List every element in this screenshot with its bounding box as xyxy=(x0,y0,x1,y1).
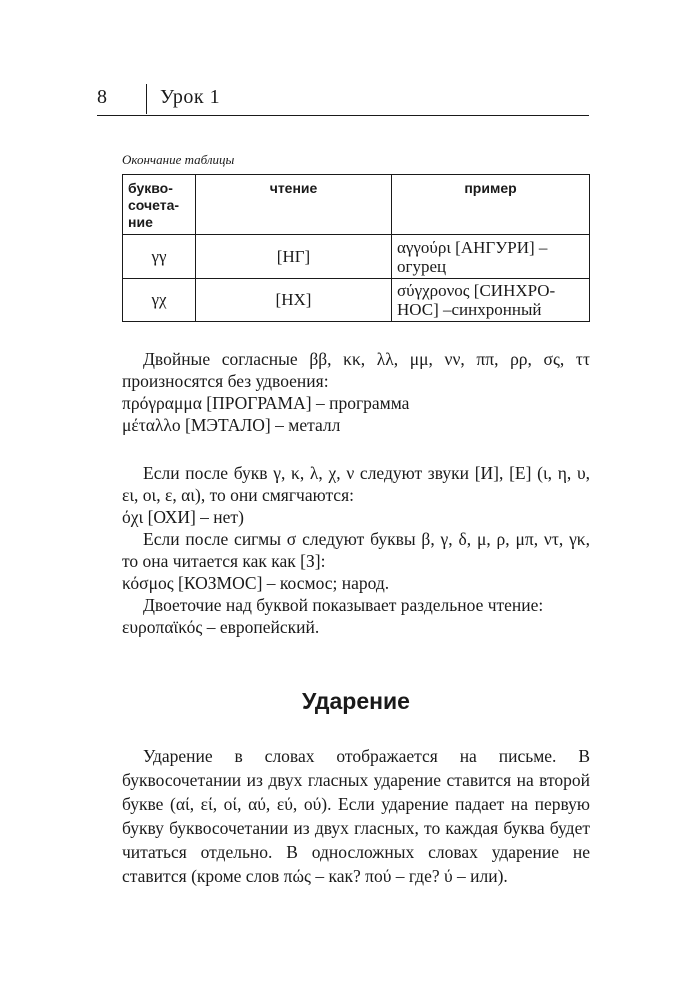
combination-cell: γγ xyxy=(123,235,196,279)
reading-cell: [НХ] xyxy=(196,279,392,322)
column-header-example: пример xyxy=(392,175,590,235)
double-consonants-rule: Двойные согласные ββ, κκ, λλ, μμ, νν, ππ, ρρ, σς, ττ произносятся без удвоения: xyxy=(122,349,590,391)
table-row xyxy=(123,279,590,322)
column-header-combination xyxy=(123,175,196,235)
column-header-combination-label: букво-сочета-ние xyxy=(128,180,180,230)
header-separator xyxy=(146,84,147,114)
double-consonants-section xyxy=(122,348,590,436)
example-ochi: όχι [ОХИ] – нет) xyxy=(122,507,244,527)
column-header-reading: чтение xyxy=(196,175,392,235)
example-europaikos: ευροπαϊκός – европейский. xyxy=(122,617,320,637)
stress-paragraph: Ударение в словах отображается на письме. В буквосочетании из двух гласных ударение ставится на второй букве (αί, εί, οί, αύ, εύ, ού). Если ударение падает на первую букву буквосочетании из двух гласных, то каждая буква будет читаться отдельно. В односложных словах ударение не ставится (кроме слов πώς – как? πού – где? ύ – или). xyxy=(122,746,590,886)
header-rule xyxy=(97,115,589,116)
lesson-title: Урок 1 xyxy=(160,86,221,108)
table-caption: Окончание таблицы xyxy=(122,152,235,167)
example-kosmos: κόσμος [КОЗМОС] – космос; народ. xyxy=(122,573,390,593)
reading-cell: [НГ] xyxy=(196,235,392,279)
example-cell: σύγχρονος [СИНХРО-НОС] –синхронный xyxy=(392,279,590,322)
letter-combination-table xyxy=(122,174,590,322)
softening-section xyxy=(122,462,590,638)
stress-heading: Ударение xyxy=(302,688,410,714)
example-cell: αγγούρι [АНГУРИ] – огурец xyxy=(392,235,590,279)
table-header-row xyxy=(123,175,590,235)
table-row xyxy=(123,235,590,279)
sigma-rule: Если после сигмы σ следуют буквы β, γ, δ, μ, ρ, μπ, ντ, γκ, то она читается как как [З]: xyxy=(122,529,590,571)
example-metallo: μέταλλο [МЭТАЛО] – металл xyxy=(122,415,341,435)
combination-cell: γχ xyxy=(123,279,196,322)
stress-section xyxy=(122,744,590,888)
example-programma: πρόγραμμα [ПРОГРАМА] – программа xyxy=(122,393,410,413)
diaeresis-rule: Двоеточие над буквой показывает раздельное чтение: xyxy=(143,595,544,615)
softening-rule: Если после букв γ, κ, λ, χ, ν следуют звуки [И], [Е] (ι, η, υ, ει, οι, ε, αι), то они смягчаются: xyxy=(122,463,590,505)
page-number: 8 xyxy=(97,86,107,108)
